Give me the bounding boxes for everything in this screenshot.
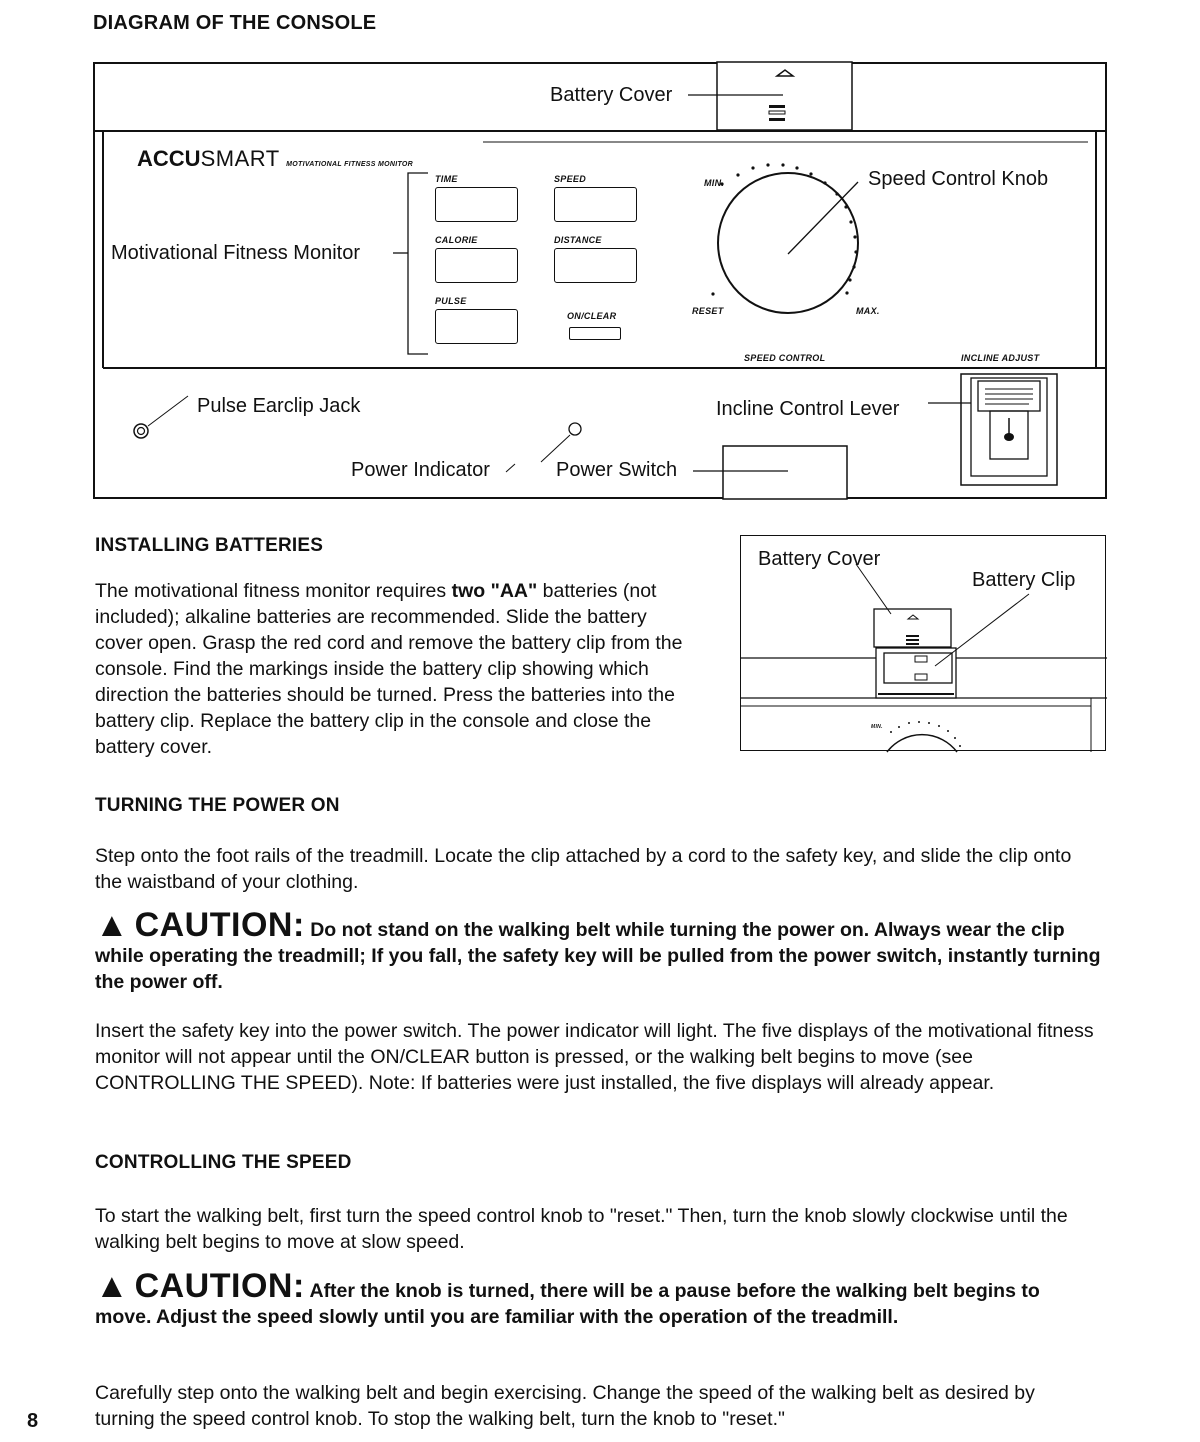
speed-control-section-label: SPEED CONTROL [744, 353, 826, 363]
controlling-speed-heading: CONTROLLING THE SPEED [95, 1152, 352, 1173]
caution-word: CAUTION: [134, 1267, 305, 1305]
power-switch-callout: Power Switch [556, 459, 678, 481]
display-label-calorie: CALORIE [435, 235, 478, 245]
text-part: The motivational fitness monitor requires [95, 580, 452, 602]
speed-display [554, 187, 637, 222]
power-switch[interactable] [723, 446, 847, 499]
battery-figure [740, 535, 1106, 751]
text-part: batteries (not included); alkaline batteries are recommended. Slide the battery cover open. Grasp the red cord and remove the battery clip from the console. Find the markings inside the battery clip showing which direction the batteries should be turned. Press the batteries into the battery clip. Replace the battery clip in the console and close the battery cover. [95, 580, 683, 758]
incline-control-lever[interactable] [964, 377, 1054, 482]
battery-cover-callout: Battery Cover [550, 84, 673, 106]
figure-battery-clip-label: Battery Clip [972, 569, 1076, 591]
figure-battery-cover-label: Battery Cover [758, 548, 881, 570]
page-title: DIAGRAM OF THE CONSOLE [93, 12, 377, 34]
installing-batteries-heading: INSTALLING BATTERIES [95, 535, 324, 556]
display-label-speed: SPEED [554, 174, 587, 184]
caution-text: Do not stand on the walking belt while turning the power on. Always wear the clip while operating the treadmill; If you fall, the safety key will be pulled from the power switch, instantly turning the power off. [95, 919, 1101, 993]
knob-max-label: MAX. [856, 306, 880, 316]
calorie-display [435, 248, 518, 283]
installing-batteries-text [95, 578, 695, 760]
knob-min-label: MIN. [704, 178, 725, 188]
power-on-paragraph-1: Step onto the foot rails of the treadmill. Locate the clip attached by a cord to the safety key, and slide the clip onto the waistband of your clothing. [95, 845, 1072, 893]
console-diagram [93, 62, 1107, 499]
brand-tagline: MOTIVATIONAL FITNESS MONITOR [286, 161, 414, 168]
incline-adjust-section-label: INCLINE ADJUST [961, 353, 1040, 363]
speed-paragraph-1: To start the walking belt, first turn the speed control knob to "reset." Then, turn the knob slowly clockwise until the walking belt begins to move at slow speed. [95, 1205, 1068, 1253]
display-label-time: TIME [435, 174, 458, 184]
speed-caution [95, 1267, 1095, 1330]
time-display [435, 187, 518, 222]
page-number: 8 [27, 1410, 39, 1432]
brand-light: SMART [200, 146, 280, 171]
caution-word: CAUTION: [134, 906, 305, 944]
monitor-callout: Motivational Fitness Monitor [111, 242, 360, 264]
caution-text: After the knob is turned, there will be a pause before the walking belt begins to move. Adjust the speed slowly until you are familiar with the operation of the treadmill. [95, 1280, 1040, 1328]
turning-power-on-heading: TURNING THE POWER ON [95, 795, 340, 816]
knob-reset-label: RESET [692, 306, 724, 316]
warning-triangle-icon: ▲ [95, 1267, 130, 1305]
speed-control-knob-callout: Speed Control Knob [868, 168, 1049, 190]
display-label-distance: DISTANCE [554, 235, 602, 245]
distance-display [554, 248, 637, 283]
speed-paragraph-2: Carefully step onto the walking belt and begin exercising. Change the speed of the walking belt as desired by turning the speed control knob. To stop the walking belt, turn the knob to "reset." [95, 1382, 1035, 1430]
on-clear-button[interactable] [569, 327, 621, 340]
power-indicator-callout: Power Indicator [351, 459, 490, 481]
display-label-pulse: PULSE [435, 296, 467, 306]
incline-lever-callout: Incline Control Lever [716, 398, 900, 420]
power-on-caution [95, 906, 1110, 995]
earclip-jack-callout: Pulse Earclip Jack [197, 395, 361, 417]
warning-triangle-icon: ▲ [95, 906, 130, 944]
bold-text: two "AA" [451, 580, 538, 602]
power-on-paragraph-2: Insert the safety key into the power switch. The power indicator will light. The five displays of the motivational fitness monitor will not appear until the ON/CLEAR button is pressed, or the walking belt begins to move (see CONTROLLING THE SPEED). Note: If batteries were just installed, the five displays will already appear. [95, 1020, 1094, 1094]
brand-logo [137, 146, 413, 172]
pulse-display [435, 309, 518, 344]
on-clear-label: ON/CLEAR [567, 311, 617, 321]
brand-bold: ACCU [137, 146, 201, 171]
figure-min-label: MIN. [871, 724, 883, 730]
speed-control-knob[interactable] [708, 172, 868, 332]
